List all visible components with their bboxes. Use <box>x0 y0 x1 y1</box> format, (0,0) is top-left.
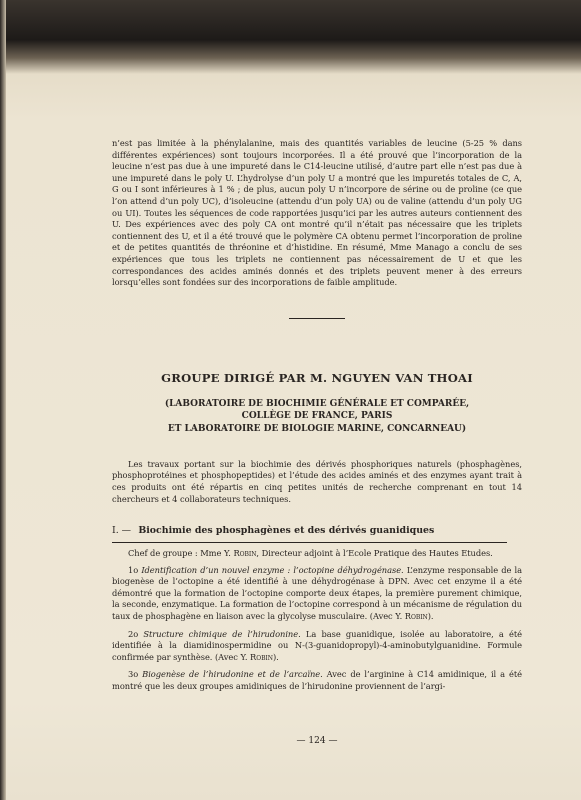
item-body: Avec de l’arginine à C14 amidinique, il a été montré que les deux groupes amidiniques de l’hirudonine proviennent de l’argi- <box>112 669 522 692</box>
item-paragraph-3 <box>112 669 522 692</box>
book-binding-shadow <box>0 0 6 800</box>
chef-name: Y. Robin <box>223 548 257 559</box>
item-end: ). <box>427 611 434 622</box>
item-author: Y. Robin <box>395 611 428 622</box>
item-number: 3o <box>128 669 143 680</box>
item-body: La base guanidique, isolée au laboratoire, a été identifiée à la diamidinospermidine ou N-(3-guanidopropyl)-4-aminobutylguanidine. Formule confirmée par synthèse. (Avec <box>112 628 523 662</box>
section-title: Biochimie des phosphagènes et des dérivés guanidiques <box>138 525 435 537</box>
item-title: Structure chimique de l’hirudonine. <box>143 628 301 639</box>
section-number: I. — <box>112 525 132 537</box>
item-title: Identification d’un nouvel enzyme : l’octopine déhydrogénase. <box>141 564 404 575</box>
chef-prefix: Chef de groupe : Mme <box>128 548 224 559</box>
group-intro-paragraph: Les travaux portant sur la biochimie des dérivés phosphoriques naturels (phosphagènes, phosphoprotéines et phosphopeptides) et l’étude des acides aminés et des enzymes ayant trait à ces produits ont été répartis en cinq petites unités de recherche comprenant en tout 14 chercheurs et 4 collaborateurs techniques. <box>112 458 522 504</box>
item-number: 1o <box>128 564 142 575</box>
item-paragraph-1 <box>112 565 522 623</box>
item-title: Biogenèse de l’hirudonine et de l’arcaïne. <box>142 669 323 680</box>
chef-suffix: , Directeur adjoint à l’Ecole Pratique des Hautes Etudes. <box>256 548 493 559</box>
item-number: 2o <box>128 628 144 639</box>
laboratory-affiliation <box>112 398 522 435</box>
page-content <box>112 138 522 693</box>
lab-line-1: (LABORATOIRE DE BIOCHIMIE GÉNÉRALE ET COMPARÉE, <box>164 399 470 410</box>
item-paragraph-2 <box>112 629 522 664</box>
group-title: GROUPE DIRIGÉ PAR M. NGUYEN VAN THOAI <box>161 371 473 386</box>
group-chief-paragraph <box>112 548 522 560</box>
lab-line-2: COLLÈGE DE FRANCE, PARIS <box>241 411 393 422</box>
item-author: Y. Robin <box>240 651 273 662</box>
section-underline <box>112 542 507 543</box>
page-number: — 124 — <box>296 736 338 746</box>
continuation-paragraph: n’est pas limitée à la phénylalanine, mais des quantités variables de leucine (5-25 % dans différentes expériences) sont toujours incorporées. Il a été prouvé que l’incorporation de la leucine n’est pas due à une impureté dans le C14-leucine utilisé, d’autre part elle n’est pas due à une impureté dans le poly U. L’hydrolyse d’un poly U a montré que les impuretés totales de C, A, G ou I sont inférieures à 1 % ; de plus, aucun poly U n’incorpore de sérine ou de proline (ce que l’on attend d’un poly UC), d’isoleucine (attendu d’un poly UA) ou de valine (attendu d’un poly UG ou UI). Toutes les séquences de code rapportées jusqu’ici par les autres auteurs contiennent des U. Des expériences avec des poly CA ont montré qu’il n’était pas nécessaire que les triplets contiennent des U, et il a été trouvé que le polymère CA obtenu permet l’incorporation de proline et de petites quantités de thréonine et d’histidine. En résumé, Mme Manago a conclu de ses expériences que tous les triplets ne contiennent pas nécessairement de U et que les correspondances des acides aminés donnés et des triplets peuvent mener à des erreurs lorsqu’elles sont fondées sur des incorporations de faible amplitude. <box>112 138 522 288</box>
lab-line-3: ET LABORATOIRE DE BIOLOGIE MARINE, CONCARNEAU) <box>167 423 467 434</box>
section-heading <box>112 525 522 542</box>
item-end: ). <box>272 651 279 662</box>
item-body: L’enzyme responsable de la biogenèse de l’octopine a été identifié à une déhydrogénase à DPN. Avec cet enzyme il a été démontré que la formation de l’octopine comporte deux étapes, la première purement chimique, la seconde, enzymatique. La formation de l’octopine correspond à un mécanisme de régulation du taux de phosphagène en liaison avec la glycolyse musculaire. (Avec <box>112 564 522 622</box>
separator-rule <box>289 318 345 319</box>
